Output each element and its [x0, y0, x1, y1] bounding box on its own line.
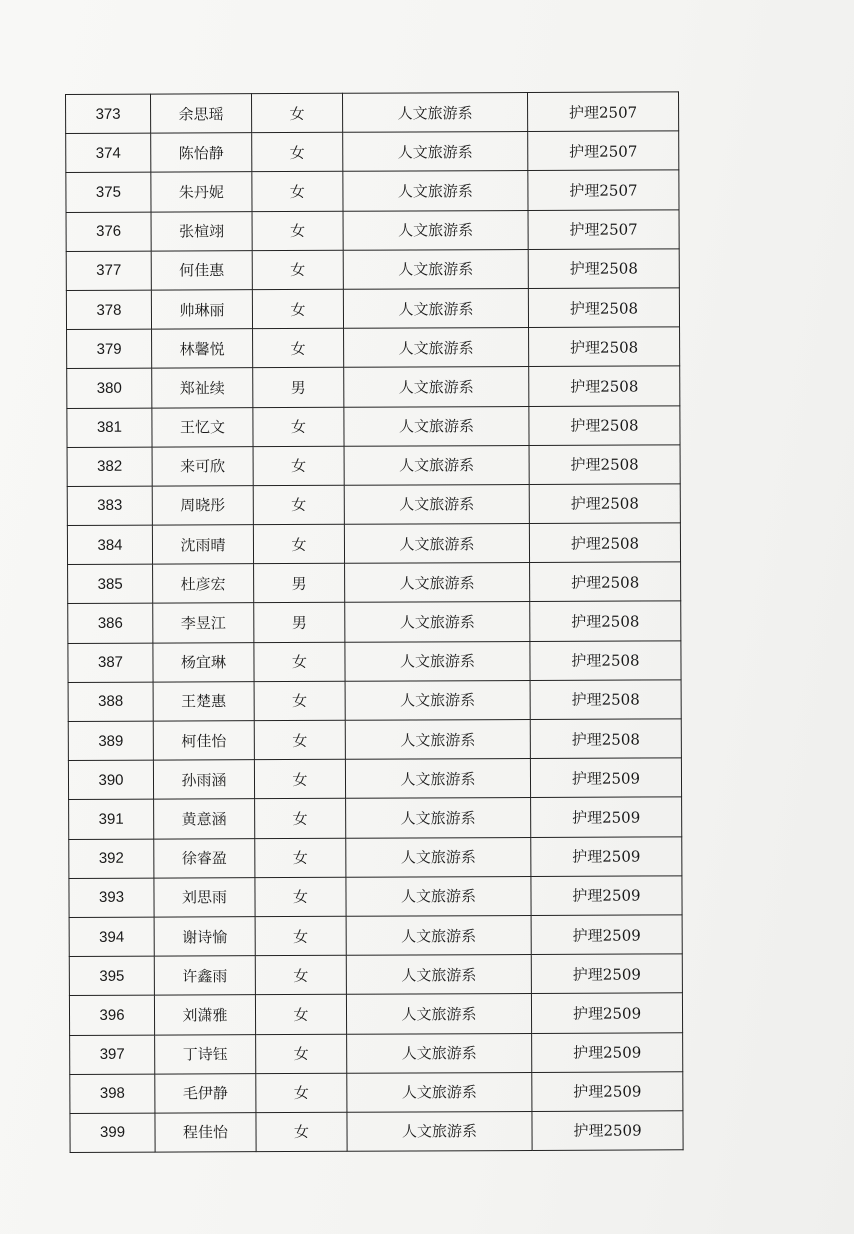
cell-gender: 女 [252, 250, 343, 290]
cell-gender: 女 [256, 1034, 347, 1074]
cell-student-name: 谢诗愉 [154, 917, 255, 957]
table-row [70, 1111, 683, 1153]
cell-department: 人文旅游系 [345, 759, 530, 799]
cell-number: 397 [70, 1035, 155, 1075]
cell-class: 护理2508 [530, 719, 681, 759]
table-row [67, 405, 680, 447]
cell-number: 380 [67, 368, 152, 408]
table-row [66, 288, 679, 330]
roster-table-body [66, 92, 684, 1153]
cell-department: 人文旅游系 [343, 249, 528, 289]
cell-class: 护理2509 [531, 915, 682, 955]
cell-class: 护理2509 [532, 1111, 683, 1151]
cell-gender: 女 [255, 916, 346, 956]
cell-department: 人文旅游系 [345, 680, 530, 720]
cell-number: 382 [67, 447, 152, 487]
cell-department: 人文旅游系 [347, 1033, 532, 1073]
cell-gender: 女 [255, 955, 346, 995]
table-row [68, 719, 681, 761]
table-row [66, 92, 679, 134]
cell-class: 护理2509 [532, 1072, 683, 1112]
cell-class: 护理2508 [530, 640, 681, 680]
cell-class: 护理2509 [531, 993, 682, 1033]
cell-number: 384 [67, 525, 152, 565]
cell-department: 人文旅游系 [346, 994, 531, 1034]
cell-number: 376 [66, 212, 151, 252]
cell-student-name: 王楚惠 [153, 681, 254, 721]
cell-number: 390 [68, 760, 153, 800]
cell-gender: 女 [255, 995, 346, 1035]
cell-gender: 女 [252, 132, 343, 172]
cell-student-name: 朱丹妮 [151, 172, 252, 212]
cell-number: 395 [69, 956, 154, 996]
table-row [69, 993, 682, 1035]
cell-department: 人文旅游系 [346, 798, 531, 838]
table-row [66, 209, 679, 251]
cell-department: 人文旅游系 [345, 719, 530, 759]
cell-department: 人文旅游系 [343, 132, 528, 172]
cell-gender: 女 [252, 93, 343, 133]
table-row [69, 915, 682, 957]
cell-gender: 女 [253, 328, 344, 368]
cell-department: 人文旅游系 [343, 171, 528, 211]
cell-gender: 女 [256, 1073, 347, 1113]
table-row [67, 445, 680, 487]
cell-number: 392 [69, 839, 154, 879]
cell-class: 护理2509 [531, 797, 682, 837]
table-row [68, 640, 681, 682]
cell-class: 护理2507 [528, 209, 679, 249]
cell-gender: 女 [253, 407, 344, 447]
cell-gender: 女 [255, 799, 346, 839]
cell-student-name: 丁诗钰 [155, 1034, 256, 1074]
cell-gender: 女 [255, 838, 346, 878]
cell-class: 护理2507 [528, 131, 679, 171]
cell-class: 护理2508 [529, 327, 680, 367]
cell-number: 383 [67, 486, 152, 526]
cell-student-name: 孙雨涵 [153, 760, 254, 800]
cell-department: 人文旅游系 [343, 210, 528, 250]
cell-gender: 女 [254, 759, 345, 799]
cell-number: 396 [69, 995, 154, 1035]
cell-student-name: 张楦翊 [151, 211, 252, 251]
table-row [68, 601, 681, 643]
cell-student-name: 来可欣 [152, 446, 253, 486]
cell-gender: 男 [254, 564, 345, 604]
cell-student-name: 何佳惠 [151, 250, 252, 290]
cell-department: 人文旅游系 [344, 445, 529, 485]
cell-student-name: 李昱江 [153, 603, 254, 643]
cell-number: 373 [66, 94, 151, 134]
table-row [69, 954, 682, 996]
cell-class: 护理2509 [530, 758, 681, 798]
cell-student-name: 郑祉续 [152, 368, 253, 408]
table-row [66, 249, 679, 291]
cell-number: 385 [68, 564, 153, 604]
cell-gender: 女 [255, 877, 346, 917]
cell-class: 护理2508 [529, 484, 680, 524]
cell-number: 386 [68, 604, 153, 644]
cell-department: 人文旅游系 [345, 563, 530, 603]
cell-class: 护理2508 [529, 445, 680, 485]
cell-class: 护理2508 [528, 249, 679, 289]
cell-gender: 男 [254, 603, 345, 643]
cell-class: 护理2509 [531, 836, 682, 876]
cell-number: 378 [66, 290, 151, 330]
cell-number: 388 [68, 682, 153, 722]
table-row [66, 131, 679, 173]
cell-student-name: 毛伊静 [155, 1073, 256, 1113]
cell-number: 394 [69, 917, 154, 957]
table-row [70, 1032, 683, 1074]
student-roster-table [65, 91, 684, 1153]
cell-department: 人文旅游系 [346, 915, 531, 955]
table-row [68, 758, 681, 800]
cell-department: 人文旅游系 [345, 602, 530, 642]
cell-class: 护理2507 [527, 92, 678, 132]
cell-class: 护理2508 [530, 562, 681, 602]
cell-department: 人文旅游系 [343, 288, 528, 328]
table-row [69, 797, 682, 839]
table-row [69, 876, 682, 918]
cell-department: 人文旅游系 [344, 524, 529, 564]
cell-department: 人文旅游系 [345, 641, 530, 681]
table-row [68, 562, 681, 604]
cell-number: 379 [67, 329, 152, 369]
cell-student-name: 余思瑶 [151, 94, 252, 134]
cell-gender: 女 [254, 681, 345, 721]
cell-department: 人文旅游系 [346, 955, 531, 995]
cell-student-name: 陈怡静 [151, 133, 252, 173]
cell-department: 人文旅游系 [344, 406, 529, 446]
cell-student-name: 周晓彤 [152, 486, 253, 526]
cell-gender: 女 [254, 642, 345, 682]
table-row [67, 327, 680, 369]
cell-gender: 女 [256, 1112, 347, 1152]
cell-gender: 女 [253, 485, 344, 525]
cell-student-name: 许鑫雨 [154, 956, 255, 996]
cell-student-name: 柯佳怡 [153, 721, 254, 761]
cell-number: 377 [66, 251, 151, 291]
cell-number: 399 [70, 1113, 155, 1153]
cell-gender: 女 [252, 172, 343, 212]
cell-department: 人文旅游系 [344, 367, 529, 407]
cell-department: 人文旅游系 [344, 328, 529, 368]
cell-class: 护理2508 [529, 366, 680, 406]
cell-student-name: 徐睿盈 [154, 838, 255, 878]
cell-number: 393 [69, 878, 154, 918]
cell-student-name: 帅琳丽 [151, 290, 252, 330]
cell-gender: 女 [253, 446, 344, 486]
cell-student-name: 程佳怡 [155, 1113, 256, 1153]
cell-student-name: 杨宜琳 [153, 642, 254, 682]
cell-department: 人文旅游系 [342, 92, 527, 132]
cell-number: 389 [68, 721, 153, 761]
cell-class: 护理2508 [529, 523, 680, 563]
cell-class: 护理2508 [530, 601, 681, 641]
cell-student-name: 林馨悦 [152, 329, 253, 369]
cell-student-name: 刘思雨 [154, 877, 255, 917]
cell-number: 375 [66, 173, 151, 213]
table-row [69, 836, 682, 878]
cell-class: 护理2508 [530, 680, 681, 720]
cell-number: 387 [68, 643, 153, 683]
cell-class: 护理2508 [529, 405, 680, 445]
cell-student-name: 黄意涵 [154, 799, 255, 839]
cell-department: 人文旅游系 [346, 876, 531, 916]
cell-number: 374 [66, 133, 151, 173]
cell-department: 人文旅游系 [346, 837, 531, 877]
cell-class: 护理2509 [531, 954, 682, 994]
cell-student-name: 刘潇雅 [154, 995, 255, 1035]
cell-gender: 女 [253, 524, 344, 564]
table-row [68, 680, 681, 722]
cell-gender: 女 [252, 289, 343, 329]
cell-department: 人文旅游系 [344, 484, 529, 524]
cell-student-name: 杜彦宏 [153, 564, 254, 604]
cell-student-name: 沈雨晴 [152, 525, 253, 565]
cell-number: 391 [69, 799, 154, 839]
cell-class: 护理2507 [528, 170, 679, 210]
table-row [67, 366, 680, 408]
table-row [66, 170, 679, 212]
cell-department: 人文旅游系 [347, 1111, 532, 1151]
table-row [67, 523, 680, 565]
cell-number: 381 [67, 408, 152, 448]
cell-class: 护理2509 [532, 1032, 683, 1072]
table-row [70, 1072, 683, 1114]
cell-gender: 男 [253, 368, 344, 408]
cell-department: 人文旅游系 [347, 1072, 532, 1112]
cell-student-name: 王忆文 [152, 407, 253, 447]
cell-gender: 女 [254, 720, 345, 760]
cell-number: 398 [70, 1074, 155, 1114]
cell-gender: 女 [252, 211, 343, 251]
cell-class: 护理2508 [528, 288, 679, 328]
cell-class: 护理2509 [531, 876, 682, 916]
table-row [67, 484, 680, 526]
